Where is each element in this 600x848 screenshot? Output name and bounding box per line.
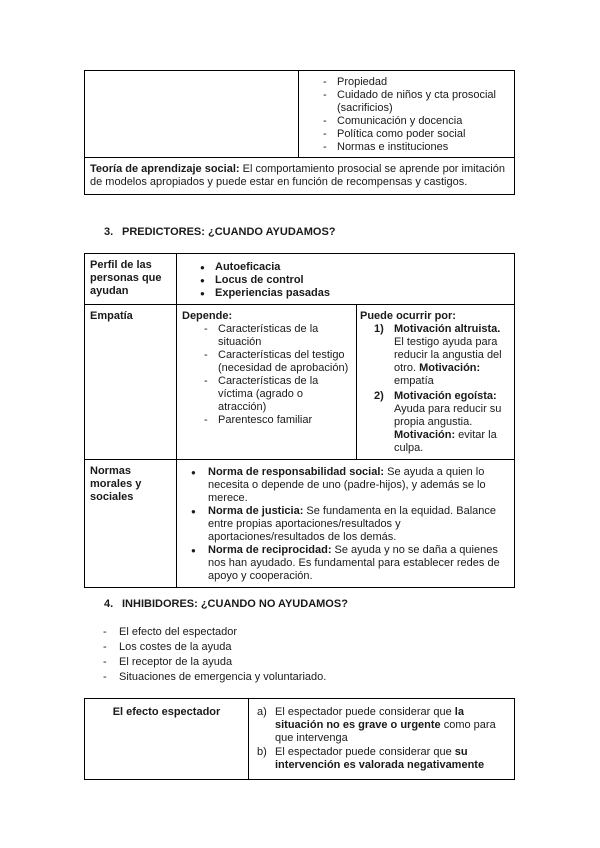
motive-sub-label: Motivación: — [394, 429, 456, 441]
item-text-post: como para que intervenga — [275, 719, 496, 744]
list-item: ● Locus de control — [198, 274, 509, 287]
row-empathy-label: Empatía — [85, 305, 177, 460]
list-item: - Características del testigo (necesidad de aprobación) — [202, 349, 352, 375]
section-4-title: INHIBIDORES: ¿CUANDO NO AYUDAMOS? — [122, 598, 348, 610]
motive-title: Motivación altruista. — [394, 323, 501, 335]
list-item — [185, 466, 506, 505]
item-letter: a) — [257, 706, 267, 718]
motive-title: Motivación egoísta: — [394, 390, 497, 402]
item-text-bold: su intervención es valorada negativamente — [275, 746, 485, 771]
bystander-content — [249, 699, 515, 780]
depends-list — [202, 323, 352, 427]
empathy-motives-cell — [357, 305, 515, 460]
bystander-label: El efecto espectador — [85, 699, 249, 780]
table1-list-cell — [299, 71, 515, 158]
list-item — [360, 323, 510, 388]
table-predictors — [84, 253, 515, 588]
motive-number: 2) — [374, 390, 384, 402]
motive-sub-text: evitar la culpa. — [394, 429, 497, 454]
row-norms-label: Normas morales y sociales — [85, 460, 177, 588]
list-item: - Características de la víctima (agrado o atracción) — [202, 375, 352, 414]
theory-text: El comportamiento prosocial se aprende por imitación de modelos apropiados y puede estar en función de recompensas y castigos. — [90, 163, 505, 188]
norm-title: Norma de reciprocidad: — [208, 544, 332, 556]
norm-title: Norma de responsabilidad social: — [208, 466, 385, 478]
section-4-heading — [104, 598, 348, 611]
motives-list — [360, 323, 510, 455]
table-prosocial-theories — [84, 70, 515, 195]
motive-number: 1) — [374, 323, 384, 335]
list-item: - Comunicación y docencia — [321, 115, 509, 128]
section-3-number: 3. — [104, 226, 114, 238]
empathy-depends-cell — [177, 305, 357, 460]
list-item: - Normas e instituciones — [321, 141, 509, 154]
item-letter: b) — [257, 746, 267, 758]
row-profile-content — [177, 254, 515, 305]
list-item: - Cuidado de niños y cta prosocial (sacrificios) — [321, 89, 509, 115]
norm-text: Se ayuda a quien lo necesita o depende de uno (padre-hijos), y además se lo merece. — [208, 466, 486, 504]
norm-text: Se ayuda y no se daña a quienes nos han ayudado. Es fundamental para establecer redes de apoyo y cooperación. — [208, 544, 500, 582]
theory-cell — [85, 158, 515, 195]
motive-sub-text: empatía — [394, 375, 434, 387]
norm-title: Norma de justicia: — [208, 505, 304, 517]
row-norms-content — [177, 460, 515, 588]
table-bystander-effect — [84, 698, 515, 780]
section-4-number: 4. — [104, 598, 114, 610]
list-item: - El efecto del espectador — [103, 626, 543, 639]
item-text-pre: El espectador puede considerar que — [275, 706, 455, 718]
list-item: ● Experiencias pasadas — [198, 287, 509, 300]
list-item: - Política como poder social — [321, 128, 509, 141]
list-item: - El receptor de la ayuda — [103, 656, 543, 669]
depends-label: Depende: — [182, 310, 233, 322]
list-item: - Parentesco familiar — [202, 414, 352, 427]
inhibitors-list — [103, 626, 543, 686]
section-3-title: PREDICTORES: ¿CUANDO AYUDAMOS? — [122, 226, 336, 238]
list-item — [255, 706, 508, 745]
profile-list — [198, 261, 509, 300]
motives-label: Puede ocurrir por: — [360, 310, 456, 322]
list-item: - Los costes de la ayuda — [103, 641, 543, 654]
list-item: ● Autoeficacia — [198, 261, 509, 274]
list-item: - Propiedad — [321, 76, 509, 89]
norms-list — [185, 466, 506, 583]
list-item: - Características de la situación — [202, 323, 352, 349]
table1-list — [321, 76, 509, 154]
row-profile-label: Perfil de las personas que ayudan — [85, 254, 177, 305]
motive-text: El testigo ayuda para reducir la angustia del otro. — [394, 336, 502, 374]
item-text-bold: la situación no es grave o urgente — [275, 706, 464, 731]
section-3-heading — [104, 226, 336, 239]
list-item — [185, 544, 506, 583]
motive-sub-label: Motivación: — [419, 362, 481, 374]
list-item: - Situaciones de emergencia y voluntariado. — [103, 671, 543, 684]
theory-label: Teoría de aprendizaje social: — [90, 163, 240, 175]
list-item — [360, 390, 510, 455]
table1-empty-cell — [85, 71, 299, 158]
bystander-list — [255, 706, 508, 772]
item-text-pre: El espectador puede considerar que — [275, 746, 455, 758]
list-item — [185, 505, 506, 544]
norm-text: Se fundamenta en la equidad. Balance entre propias aportaciones/resultados y aportaciones/resultados de los demás. — [208, 505, 497, 543]
motive-text: Ayuda para reducir su propia angustia. — [394, 403, 502, 428]
list-item — [255, 746, 508, 772]
